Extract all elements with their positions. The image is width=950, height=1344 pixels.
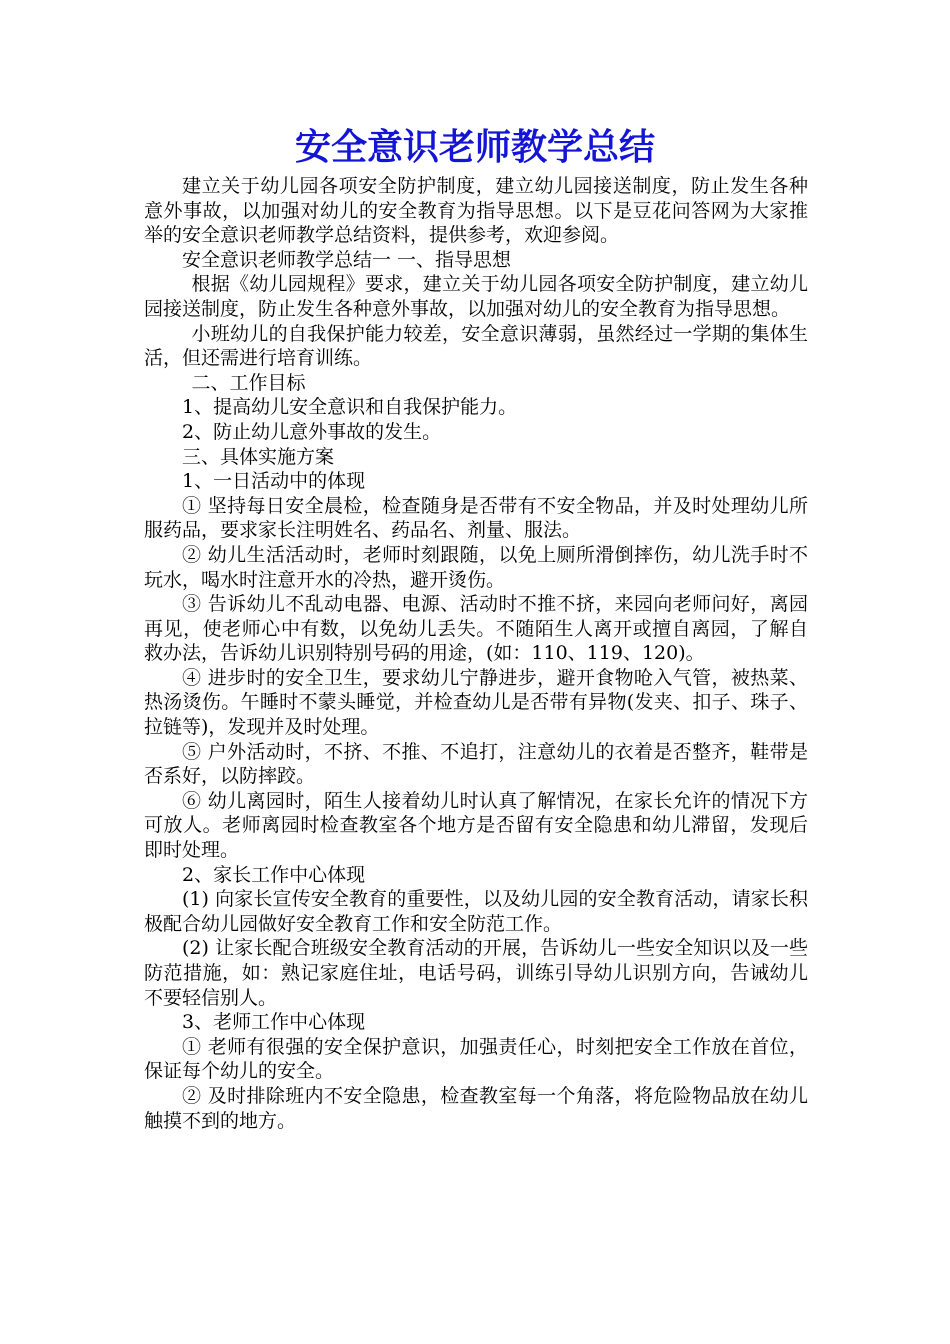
paragraph-section-heading: 安全意识老师教学总结一 一、指导思想 xyxy=(182,248,512,271)
paragraph-daily-item-2: ② 幼儿生活活动时，老师时刻跟随，以免上厕所滑倒摔伤，幼儿洗手时不玩水，喝水时注意开水的冷热，避开烫伤。 xyxy=(144,543,808,591)
list-item-goal-1: 1、提高幼儿安全意识和自我保护能力。 xyxy=(182,396,518,419)
heading-implementation: 三、具体实施方案 xyxy=(182,445,335,468)
paragraph-daily-item-3: ③ 告诉幼儿不乱动电器、电源、活动时不推不挤，来园向老师问好，离园再见，使老师心中有数，以免幼儿丢失。不随陌生人离开或擅自离园，了解自救办法，告诉幼儿识别特别号码的用途，(如：110、119、120)。 xyxy=(144,593,808,665)
heading-teacher-work: 3、老师工作中心体现 xyxy=(182,1011,366,1034)
paragraph-teacher-item-1: ① 老师有很强的安全保护意识，加强责任心，时刻把安全工作放在首位，保证每个幼儿的安全。 xyxy=(144,1035,808,1083)
heading-work-goals: 二、工作目标 xyxy=(191,371,306,394)
list-item-goal-2: 2、防止幼儿意外事故的发生。 xyxy=(182,420,442,443)
heading-parent-work: 2、家长工作中心体现 xyxy=(182,863,366,886)
paragraph-parent-item-1: (1) 向家长宣传安全教育的重要性，以及幼儿园的安全教育活动，请家长积极配合幼儿园做好安全教育工作和安全防范工作。 xyxy=(144,888,808,935)
paragraph-teacher-item-2: ② 及时排除班内不安全隐患，检查教室每一个角落，将危险物品放在幼儿触摸不到的地方。 xyxy=(144,1084,808,1132)
paragraph-intro: 建立关于幼儿园各项安全防护制度，建立幼儿园接送制度，防止发生各种意外事故，以加强对幼儿的安全教育为指导思想。以下是豆花问答网为大家推举的安全意识老师教学总结资料，提供参考，欢迎参阅。 xyxy=(144,175,808,247)
paragraph-daily-item-1: ① 坚持每日安全晨检，检查随身是否带有不安全物品，并及时处理幼儿所服药品，要求家长注明姓名、药品名、剂量、服法。 xyxy=(144,494,808,542)
paragraph-class-situation: 小班幼儿的自我保护能力较差，安全意识薄弱，虽然经过一学期的集体生活，但还需进行培育训练。 xyxy=(144,322,808,370)
paragraph-daily-item-5: ⑤ 户外活动时，不挤、不推、不追打，注意幼儿的衣着是否整齐，鞋带是否系好，以防摔跤。 xyxy=(144,740,808,788)
paragraph-daily-item-4: ④ 进步时的安全卫生，要求幼儿宁静进步，避开食物呛入气管，被热菜、热汤烫伤。午睡时不蒙头睡觉，并检查幼儿是否带有异物(发夹、扣子、珠子、拉链等)，发现并及时处理。 xyxy=(144,666,808,739)
paragraph-guiding-idea: 根据《幼儿园规程》要求，建立关于幼儿园各项安全防护制度，建立幼儿园接送制度，防止发生各种意外事故，以加强对幼儿的安全教育为指导思想。 xyxy=(144,273,808,320)
paragraph-parent-item-2: (2) 让家长配合班级安全教育活动的开展，告诉幼儿一些安全知识以及一些防范措施，如：熟记家庭住址，电话号码，训练引导幼儿识别方向，告诫幼儿不要轻信别人。 xyxy=(144,937,808,1009)
heading-daily-activities: 1、一日活动中的体现 xyxy=(182,470,366,493)
document-title: 安全意识老师教学总结 xyxy=(294,127,655,168)
document-body xyxy=(144,174,808,1133)
paragraph-daily-item-6: ⑥ 幼儿离园时，陌生人接着幼儿时认真了解情况，在家长允许的情况下方可放人。老师离园时检查教室各个地方是否留有安全隐患和幼儿滞留，发现后即时处理。 xyxy=(144,789,808,862)
